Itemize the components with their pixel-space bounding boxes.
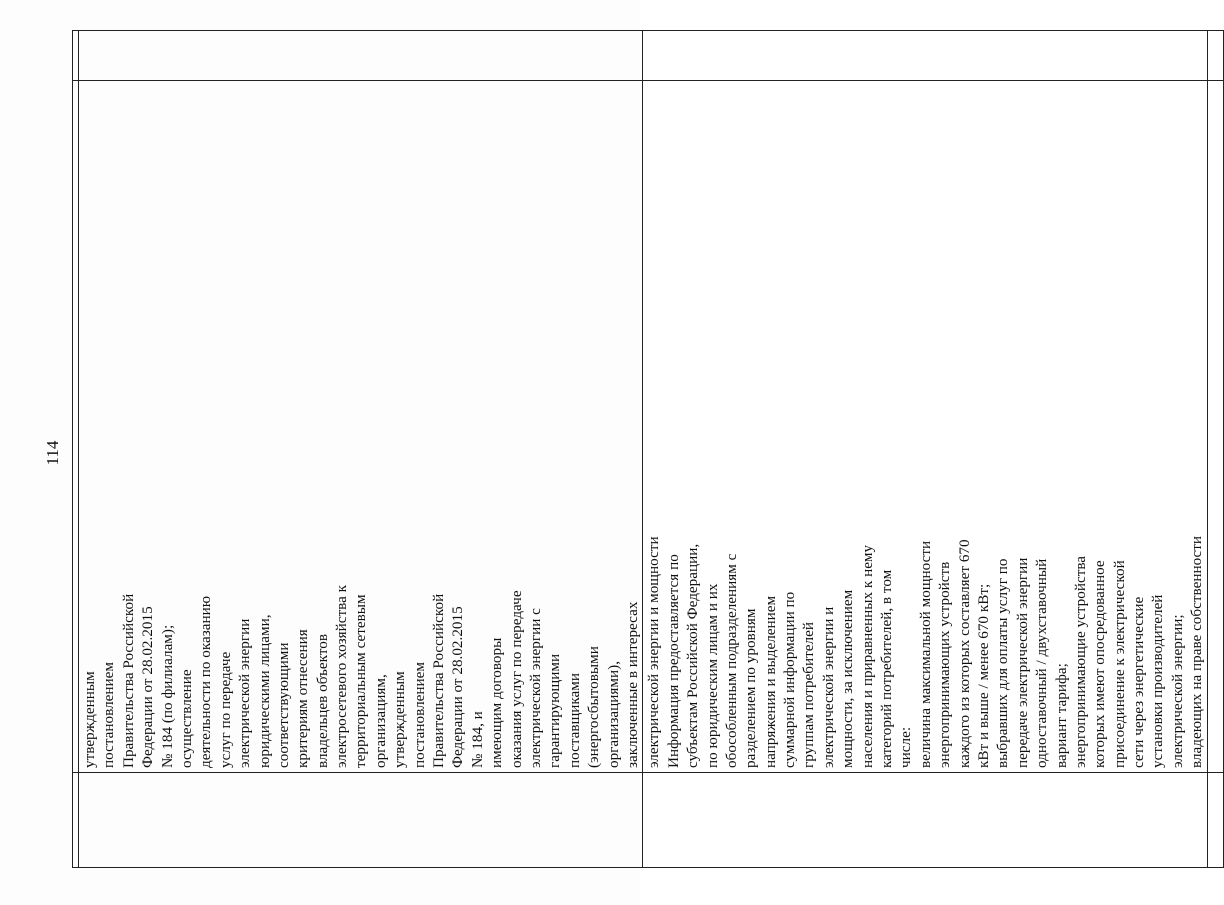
table-row-left-text (79, 31, 643, 868)
table-cell-empty (1207, 81, 1223, 773)
text-line: услуг по передаче (216, 651, 234, 768)
text-line: электрической энергии (236, 618, 254, 768)
text-line: электрической энергии и мощности (645, 536, 663, 768)
text-line: организациям, (371, 674, 389, 768)
text-line: поставщиками (565, 672, 583, 768)
text-line: энергопринимающих устройств (936, 561, 954, 768)
text-line: оказания услуг по передаче (507, 590, 525, 768)
table-cell-empty (643, 773, 1207, 868)
text-line: заключенные в интересах (623, 601, 641, 768)
text-line: присоединение к электрической (1110, 560, 1128, 768)
text-line: утвержденным (81, 671, 98, 768)
table-row-right-text (643, 31, 1207, 868)
table-cell-empty (643, 31, 1207, 81)
text-line: электрической энергии и (819, 606, 837, 768)
text-line: электрической энергии с (526, 608, 544, 768)
text-line: обособленным подразделениям с (722, 553, 740, 768)
text-line: каждого из которых составляет 670 (955, 539, 973, 768)
text-line: разделением по уровням (742, 608, 760, 768)
text-line: Правительства Российской (119, 593, 137, 768)
text-line: кВт и выше / менее 670 кВт; (974, 583, 992, 768)
text-line: сети через энергетические (1130, 596, 1148, 768)
text-line: № 184, и (468, 711, 486, 768)
page-number: 114 (43, 440, 62, 466)
text-line: суммарной информации по (781, 591, 799, 768)
text-line: юридическими лицами, (255, 614, 273, 768)
text-line: постановлением (410, 661, 428, 768)
text-line: напряжения и выделением (761, 595, 779, 768)
text-line: имеющим договоры (488, 637, 506, 768)
text-line: организациями), (604, 661, 622, 768)
text-line: вариант тарифа; (1052, 663, 1070, 768)
text-line: Федерации от 28.02.2015 (449, 606, 467, 768)
right-column-cell (643, 81, 1207, 773)
text-line: населения и приравненных к нему (858, 544, 876, 768)
text-line: числе: (897, 726, 915, 768)
table-cell-empty (79, 31, 643, 81)
text-line: Федерации от 28.02.2015 (139, 606, 157, 768)
text-line: постановлением (100, 661, 118, 768)
text-line: Правительства Российской (430, 593, 448, 768)
text-line: № 184 (по филиалам); (158, 624, 176, 768)
text-line: критериям отнесения (294, 629, 312, 768)
text-line: передаче электрической энергии (1013, 557, 1031, 768)
text-line: выбравших для оплаты услуг по (994, 558, 1012, 768)
text-line: осуществление (177, 669, 195, 768)
text-line: которых имеют опосредованное (1091, 560, 1109, 768)
text-line: электрической энергии; (1168, 614, 1186, 768)
table-row-empty-bottom (1207, 31, 1223, 868)
text-line: Информация предоставляется по (664, 554, 682, 768)
text-line: утвержденным (391, 671, 409, 768)
text-line: гарантирующими (546, 653, 564, 768)
text-line: энергопринимающие устройства (1071, 555, 1089, 768)
text-line: деятельности по оказанию (197, 595, 215, 768)
text-line: мощности, за исключением (839, 589, 857, 768)
text-line: группам потребителей (800, 622, 818, 768)
text-line: субъектам Российской Федерации, (684, 543, 702, 768)
text-line: установки производителей (1149, 594, 1167, 768)
table-cell-empty (1207, 773, 1223, 868)
landscape-table-frame (72, 31, 1206, 868)
left-column-text (79, 81, 642, 772)
text-line: по юридическим лицам и их (703, 583, 721, 768)
table-cell-empty (79, 773, 643, 868)
right-column-text (643, 81, 1206, 772)
text-line: категорий потребителей, в том (878, 569, 896, 768)
document-table (72, 30, 1224, 868)
text-line: владеющих на праве собственности (1188, 535, 1206, 768)
rotated-table-container (72, 31, 1206, 868)
left-column-cell (79, 81, 643, 773)
text-line: величина максимальной мощности (916, 540, 934, 768)
text-line: одноставочный / двухставочный (1033, 558, 1051, 768)
text-line: соответствующими (274, 642, 292, 768)
text-line: территориальным сетевым (352, 594, 370, 768)
text-line: владельцев объектов (313, 633, 331, 768)
table-cell-empty (1207, 31, 1223, 81)
text-line: (энергосбытовыми (585, 646, 603, 768)
text-line: электросетевого хозяйства к (333, 584, 351, 768)
